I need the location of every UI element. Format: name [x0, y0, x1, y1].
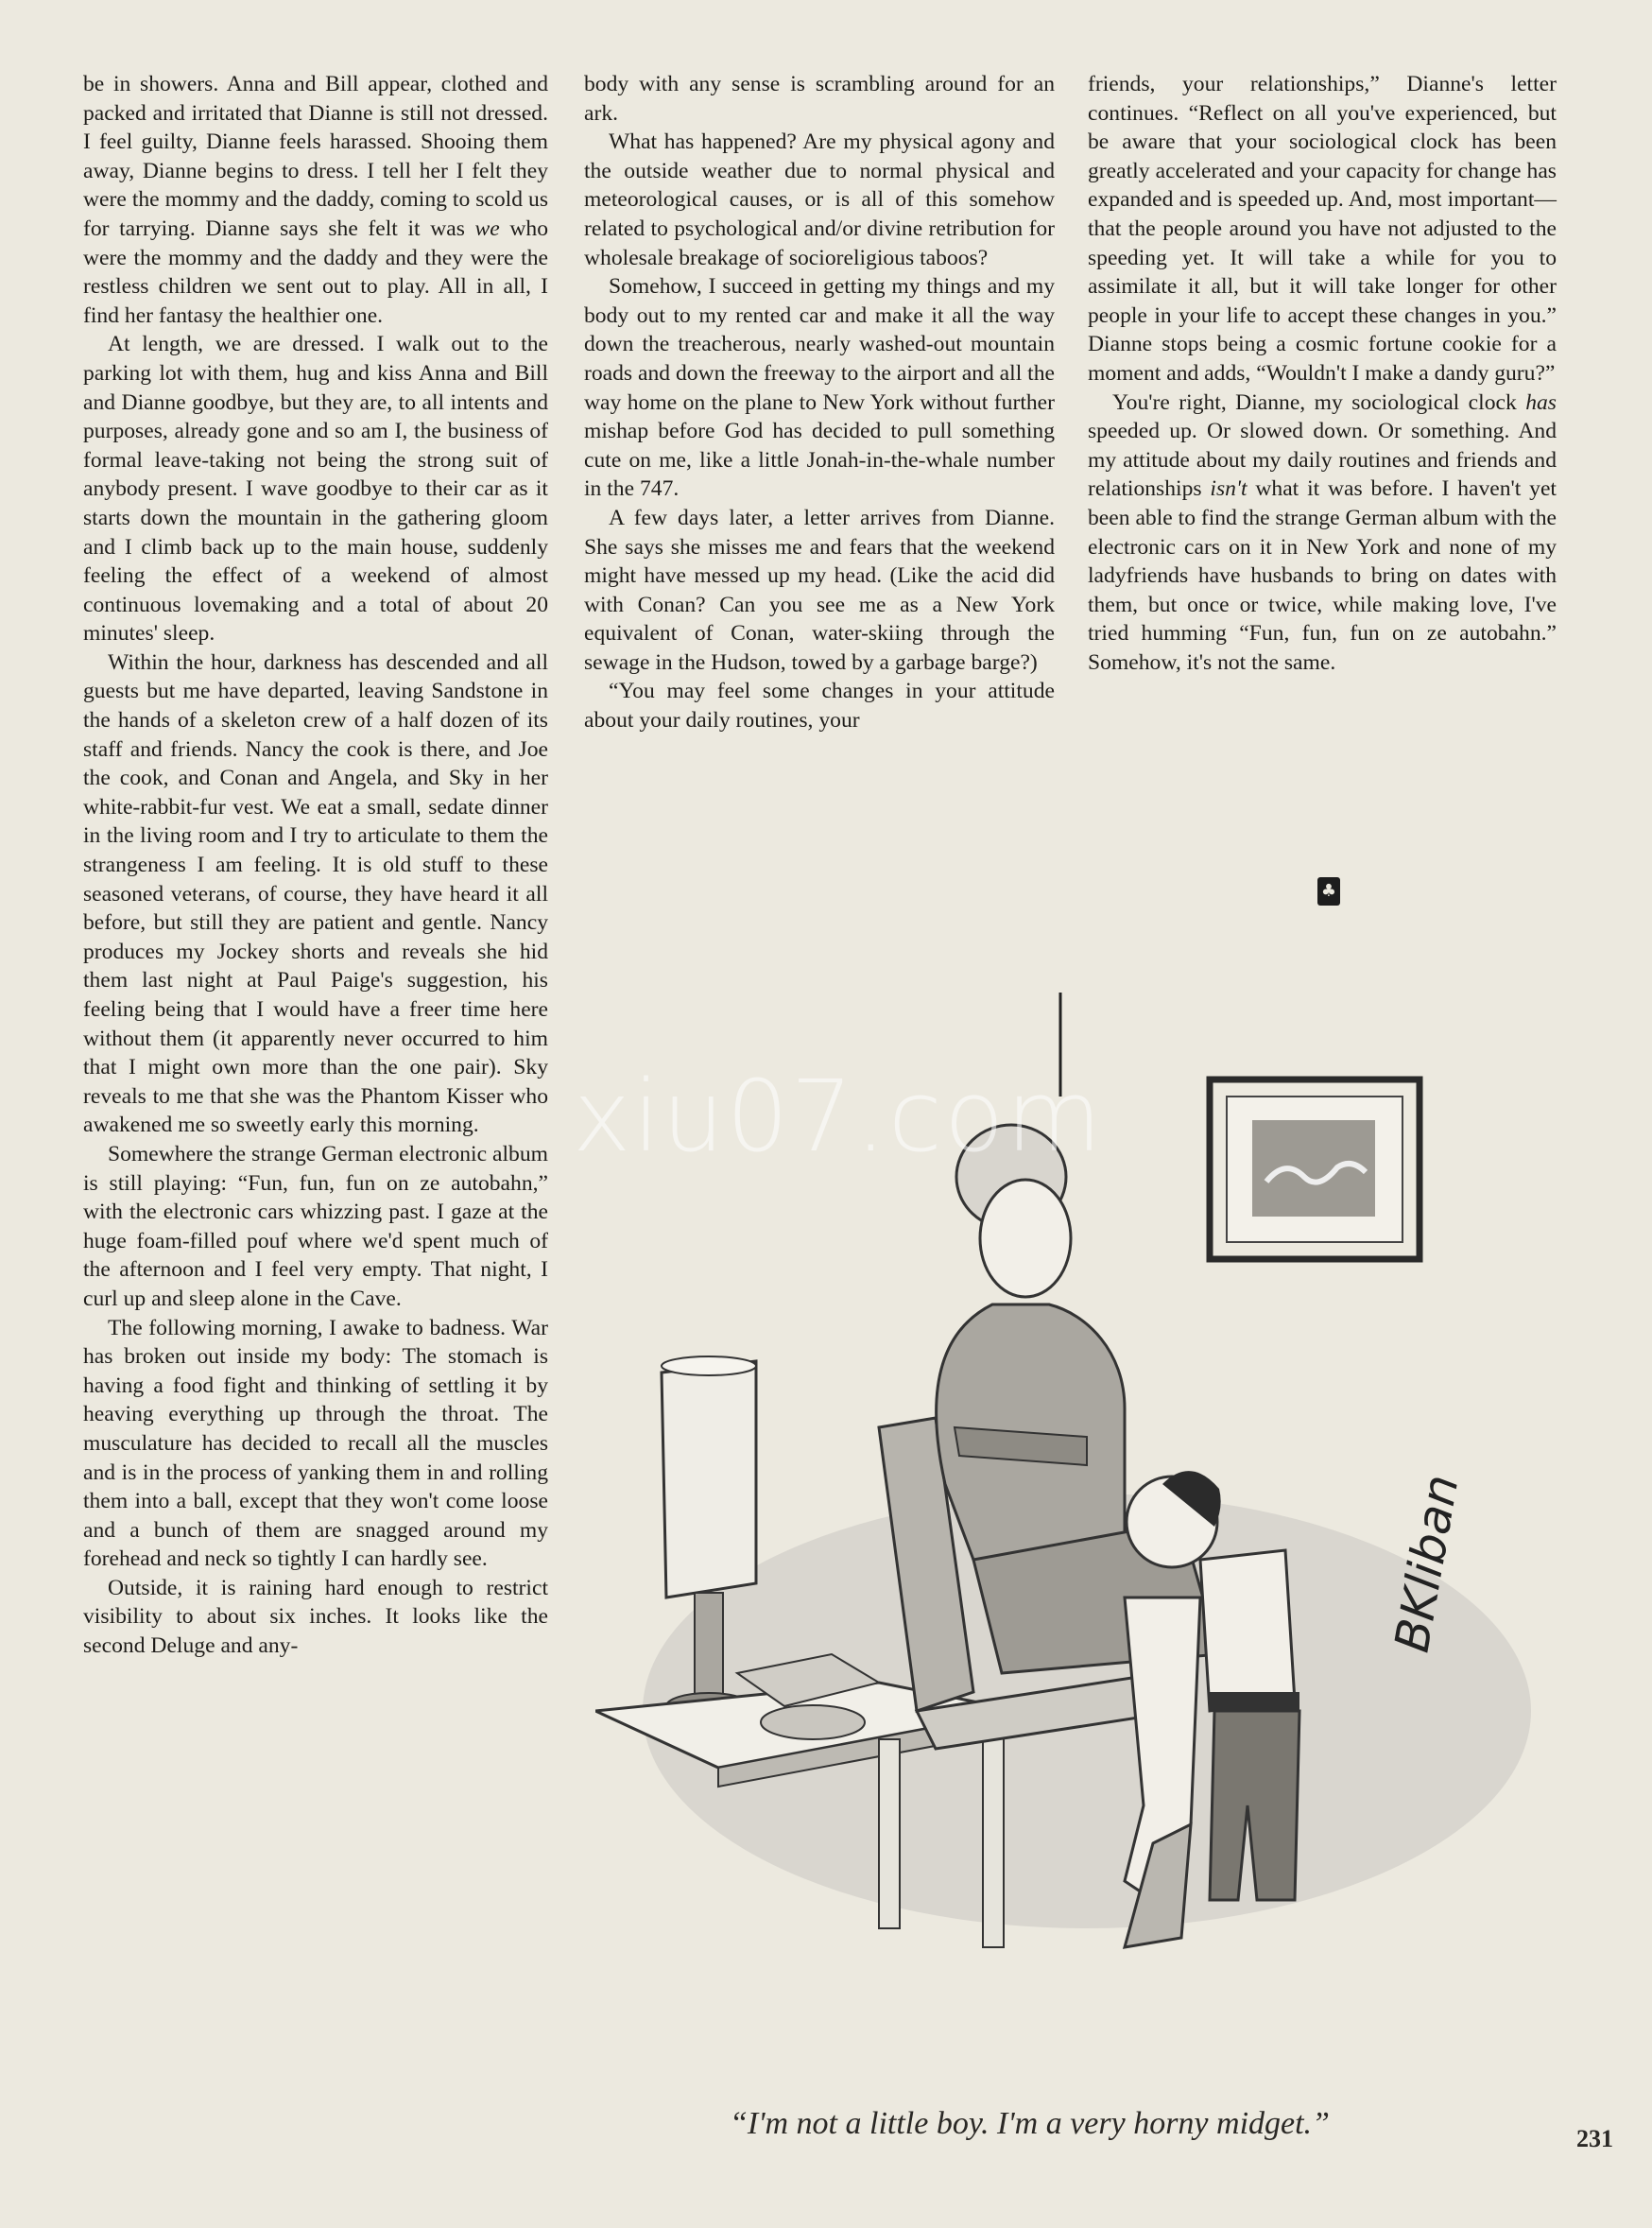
article-column-2: [584, 70, 1055, 735]
cartoon-caption: “I'm not a little boy. I'm a very horny midget.”: [730, 2106, 1330, 2141]
paragraph: be in showers. Anna and Bill appear, clothed and packed and irritated that Dianne is still not dressed. I feel guilty, Dianne feels harassed. Shooing them away, Dianne begins to dress. I tell her I felt they were the mommy and the daddy, coming to scold us for tarrying. Dianne says she felt it was we who were the mommy and the daddy and they were the restless children we sent out to play. All in all, I find her fantasy the healthier one.: [83, 72, 548, 328]
artist-signature: BKliban: [1384, 1470, 1470, 1657]
article-column-3: [1088, 70, 1557, 677]
paragraph: body with any sense is scrambling around for an ark.: [584, 72, 1055, 126]
paragraph: “You may feel some changes in your attitude about your daily routines, your: [584, 679, 1055, 734]
paragraph: Somewhere the strange German electronic album is still playing: “Fun, fun, fun on ze autobahn,” with the electronic cars whizzing past. I gaze at the huge foam-filled pouf where we'd spent much of the afternoon and I feel very empty. That night, I curl up and sleep alone in the Cave.: [83, 1141, 548, 1311]
article-column-1: [83, 70, 548, 1661]
framed-picture: [1210, 1079, 1420, 1259]
paragraph: Outside, it is raining hard enough to restrict visibility to about six inches. It looks like the second Deluge and any-: [83, 1575, 548, 1659]
paragraph: You're right, Dianne, my sociological clock has speeded up. Or slowed down. Or something. And my attitude about my daily routines and friends and relationships isn't what it was before. I haven't yet been able to find the strange German album with the electronic cars on it in New York and none of my ladyfriends have husbands to bring on dates with them, but once or twice, while making love, I've tried humming “Fun, fun, fun on ze autobahn.” Somehow, it's not the same.: [1088, 389, 1557, 675]
paragraph: At length, we are dressed. I walk out to the parking lot with them, hug and kiss Anna and Bill and Dianne goodbye, but they are, to all intents and purposes, already gone and so am I, the business of formal leave-taking not being the strong suit of anybody present. I wave goodbye to their car as it starts down the mountain in the gathering gloom and I climb back up to the main house, suddenly feeling the effect of a weekend of almost continuous lovemaking and a total of about 20 minutes' sleep.: [83, 332, 548, 647]
paragraph: Somehow, I succeed in getting my things and my body out to my rented car and make it all the way down the treacherous, nearly washed-out mountain roads and down the freeway to the airport and all the way home on the plane to New York without further mishap before God has decided to pull something cute on me, like a little Jonah-in-the-whale number in the 747.: [584, 274, 1055, 502]
page-number: 231: [1576, 2125, 1613, 2152]
rabbit-head-icon: ♣: [1317, 877, 1340, 906]
watermark: xiu07.com: [573, 1059, 1104, 1174]
paragraph: What has happened? Are my physical agony and the outside weather due to normal physical and meteorological causes, or is all of this somehow related to psychological and/or divine retribution for wholesale breakage of socioreligious taboos?: [584, 130, 1055, 270]
paragraph: A few days later, a letter arrives from Dianne. She says she misses me and fears that the weekend might have messed up my head. (Like the acid did with Conan? Can you see me as a New York equivalent of Conan, water-skiing through the sewage in the Hudson, towed by a garbage barge?): [584, 505, 1055, 675]
paragraph: The following morning, I awake to badness. War has broken out inside my body: The stomach is having a food fight and thinking of settling it by heaving everything up through the throat. The musculature has decided to recall all the muscles and is in the process of yanking them in and rolling them into a ball, except that they won't come loose and a bunch of them are snagged around my forehead and neck so tightly I can hardly see.: [83, 1315, 548, 1572]
paragraph: Within the hour, darkness has descended and all guests but me have departed, leaving Sandstone in the hands of a skeleton crew of a half dozen of its staff and friends. Nancy the cook is there, and Joe the cook, and Conan and Angela, and Sky in her white-rabbit-fur vest. We eat a small, sedate dinner in the living room and I try to articulate to them the strangeness I am feeling. It is old stuff to these seasoned veterans, of course, they have heard it all before, but still they are patient and gentle. Nancy produces my Jockey shorts and reveals she hid them last night at Paul Paige's suggestion, his feeling being that I would have a freer time here without them (it apparently never occurred to him that I might own more than the one pair). Sky reveals to me that she was the Phantom Kisser who awakened me so sweetly early this morning.: [83, 649, 548, 1138]
paragraph: friends, your relationships,” Dianne's letter continues. “Reflect on all you've experienced, but be aware that your sociological clock has been greatly accelerated and your capacity for change has expanded and is speeded up. And, most important—that the people around you have not adjusted to the speeding yet. It will take a while for you to assimilate it all, but it will take longer for other people in your life to accept these changes in you.” Dianne stops being a cosmic fortune cookie for a moment and adds, “Wouldn't I make a dandy guru?”: [1088, 72, 1557, 386]
